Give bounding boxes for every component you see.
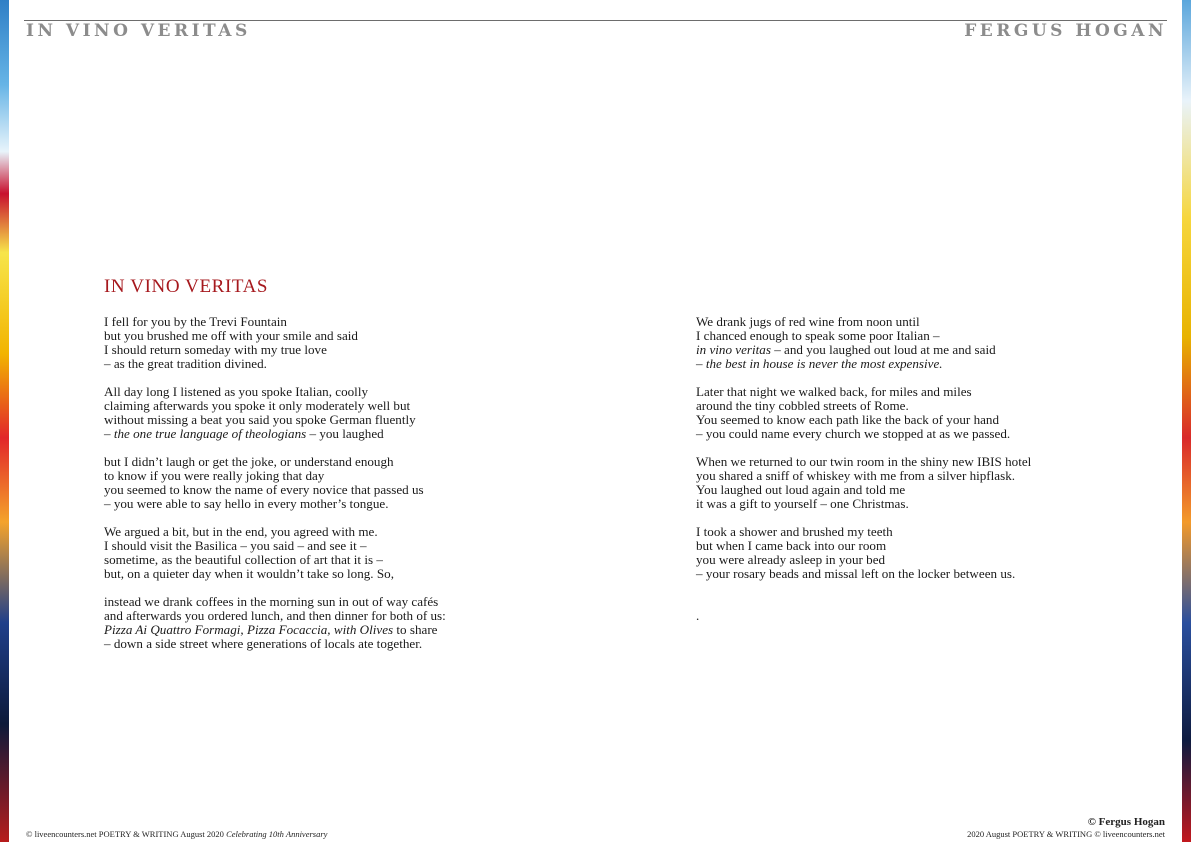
poem-line: I took a shower and brushed my teeth xyxy=(696,524,893,539)
poem-line: – you could name every church we stopped at as we passed. xyxy=(696,426,1011,441)
italic-phrase: Pizza Ai Quattro Formagi, Pizza Focaccia, with Olives xyxy=(104,622,394,637)
poem-line: – your rosary beads and missal left on the locker between us. xyxy=(696,566,1016,581)
poem-line: I fell for you by the Trevi Fountain xyxy=(104,314,287,329)
poem-line: Later that night we walked back, for miles and miles xyxy=(696,384,972,399)
poem-line: – down a side street where generations of locals ate together. xyxy=(104,636,423,651)
header-author: FERGUS HOGAN xyxy=(964,21,1167,41)
poem-line xyxy=(696,357,1136,371)
poem-line: You laughed out loud again and told me xyxy=(696,482,906,497)
poem-line: You seemed to know each path like the back of your hand xyxy=(696,412,1000,427)
italic-phrase: the best in house is never the most expensive. xyxy=(705,356,943,371)
poem-line: sometime, as the beautiful collection of art that it is – xyxy=(104,552,383,567)
poem-line xyxy=(104,623,574,637)
footer-right: 2020 August POETRY & WRITING © liveencounters.net xyxy=(967,829,1165,839)
stanza-3 xyxy=(104,455,574,511)
poem-line: around the tiny cobbled streets of Rome. xyxy=(696,398,909,413)
poem-line: but I didn’t laugh or get the joke, or understand enough xyxy=(104,454,394,469)
poem-line xyxy=(104,427,574,441)
poem-line: I should return someday with my true love xyxy=(104,342,327,357)
poem-line: to know if you were really joking that day xyxy=(104,468,325,483)
italic-phrase: the one true language of theologians xyxy=(113,426,307,441)
stanza-2 xyxy=(104,385,574,441)
poem-line: but, on a quieter day when it wouldn’t take so long. So, xyxy=(104,566,394,581)
poem-line: . xyxy=(696,608,700,623)
line-suffix: – you laughed xyxy=(306,426,384,441)
stanza-5 xyxy=(104,595,574,651)
trailing-dot xyxy=(696,609,1136,623)
poem-line: you seemed to know the name of every novice that passed us xyxy=(104,482,424,497)
poem-line: but you brushed me off with your smile and said xyxy=(104,328,358,343)
stanza-4 xyxy=(104,525,574,581)
stanza-8 xyxy=(696,455,1136,511)
poem-line: I chanced enough to speak some poor Italian – xyxy=(696,328,940,343)
stanza-7 xyxy=(696,385,1136,441)
poem-line: but when I came back into our room xyxy=(696,538,887,553)
poem-line: We argued a bit, but in the end, you agreed with me. xyxy=(104,524,378,539)
line-suffix: – and you laughed out loud at me and said xyxy=(770,342,996,357)
poem-line: it was a gift to yourself – one Christmas. xyxy=(696,496,909,511)
poem-line: We drank jugs of red wine from noon until xyxy=(696,314,920,329)
line-suffix: to share xyxy=(393,622,438,637)
stanza-6 xyxy=(696,315,1136,371)
italic-phrase: in vino veritas xyxy=(696,342,771,357)
poem-title: IN VINO VERITAS xyxy=(104,276,269,297)
poem-line: – you were able to say hello in every mother’s tongue. xyxy=(104,496,389,511)
poem-line: – as the great tradition divined. xyxy=(104,356,267,371)
decorative-border-right xyxy=(1182,0,1191,842)
stanza-9 xyxy=(696,525,1136,581)
footer-copyright: © Fergus Hogan xyxy=(1087,816,1165,828)
header-title: IN VINO VERITAS xyxy=(26,21,251,41)
poem-line: I should visit the Basilica – you said – and see it – xyxy=(104,538,367,553)
poem-line xyxy=(696,343,1136,357)
poem-line: All day long I listened as you spoke Italian, coolly xyxy=(104,384,369,399)
footer-left xyxy=(26,829,327,839)
poem-line: and afterwards you ordered lunch, and then dinner for both of us: xyxy=(104,608,446,623)
poem-column-right xyxy=(696,315,1136,637)
poem-line: instead we drank coffees in the morning sun in out of way cafés xyxy=(104,594,439,609)
poem-line: When we returned to our twin room in the shiny new IBIS hotel xyxy=(696,454,1032,469)
footer-credit: © liveencounters.net POETRY & WRITING August 2020 xyxy=(26,829,227,839)
poem-column-left xyxy=(104,315,574,665)
decorative-border-left xyxy=(0,0,9,842)
footer-anniversary: Celebrating 10th Anniversary xyxy=(226,829,328,839)
poem-line: without missing a beat you said you spoke German fluently xyxy=(104,412,416,427)
poem-line: you were already asleep in your bed xyxy=(696,552,886,567)
poem-line: claiming afterwards you spoke it only moderately well but xyxy=(104,398,411,413)
dash-prefix: – xyxy=(104,426,114,441)
stanza-1 xyxy=(104,315,574,371)
poem-line: you shared a sniff of whiskey with me from a silver hipflask. xyxy=(696,468,1016,483)
dash-prefix: – xyxy=(696,356,706,371)
